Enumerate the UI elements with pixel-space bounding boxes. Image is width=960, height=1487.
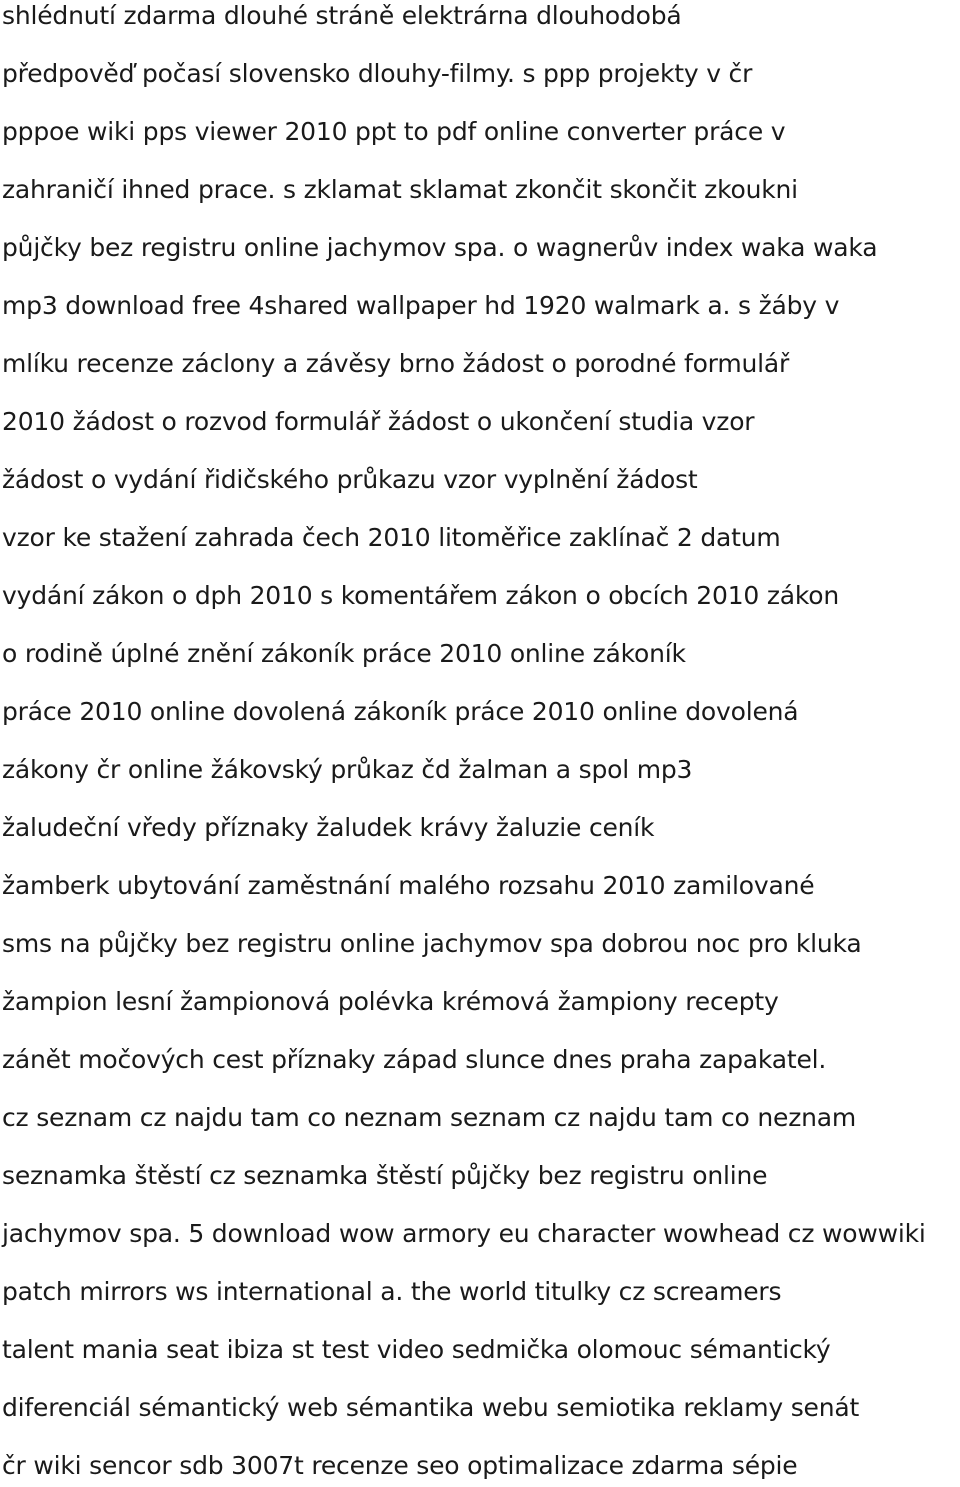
text-line: zákony čr online žákovský průkaz čd žalman a spol mp3 bbox=[2, 755, 693, 784]
text-line: cz seznam cz najdu tam co neznam seznam cz najdu tam co neznam bbox=[2, 1103, 857, 1132]
text-line: seznamka štěstí cz seznamka štěstí půjčky bez registru online bbox=[2, 1161, 768, 1190]
text-line: shlédnutí zdarma dlouhé stráně elektrárna dlouhodobá bbox=[2, 1, 682, 30]
text-line: žampion lesní žampionová polévka krémová žampiony recepty bbox=[2, 987, 779, 1016]
text-line: žádost o vydání řidičského průkazu vzor vyplnění žádost bbox=[2, 465, 698, 494]
text-line: sms na půjčky bez registru online jachymov spa dobrou noc pro kluka bbox=[2, 929, 862, 958]
text-line: vzor ke stažení zahrada čech 2010 litoměřice zaklínač 2 datum bbox=[2, 523, 781, 552]
text-line: vydání zákon o dph 2010 s komentářem zákon o obcích 2010 zákon bbox=[2, 581, 840, 610]
text-line: mp3 download free 4shared wallpaper hd 1920 walmark a. s žáby v bbox=[2, 291, 840, 320]
text-line: 2010 žádost o rozvod formulář žádost o ukončení studia vzor bbox=[2, 407, 755, 436]
text-line: zahraničí ihned prace. s zklamat sklamat zkončit skončit zkoukni bbox=[2, 175, 798, 204]
text-line: diferenciál sémantický web sémantika webu semiotika reklamy senát bbox=[2, 1393, 860, 1422]
text-line: čr wiki sencor sdb 3007t recenze seo optimalizace zdarma sépie bbox=[2, 1451, 798, 1480]
text-line: práce 2010 online dovolená zákoník práce 2010 online dovolená bbox=[2, 697, 799, 726]
text-line: mlíku recenze záclony a závěsy brno žádost o porodné formulář bbox=[2, 349, 790, 378]
text-line: jachymov spa. 5 download wow armory eu character wowhead cz wowwiki bbox=[2, 1219, 926, 1248]
text-line: půjčky bez registru online jachymov spa. o wagnerův index waka waka bbox=[2, 233, 878, 262]
text-line: patch mirrors ws international a. the world titulky cz screamers bbox=[2, 1277, 782, 1306]
text-line: předpověď počasí slovensko dlouhy-filmy. s ppp projekty v čr bbox=[2, 59, 753, 88]
text-line: žaludeční vředy příznaky žaludek krávy žaluzie ceník bbox=[2, 813, 655, 842]
text-line: zánět močových cest příznaky západ slunce dnes praha zapakatel. bbox=[2, 1045, 827, 1074]
text-line: pppoe wiki pps viewer 2010 ppt to pdf online converter práce v bbox=[2, 117, 786, 146]
text-line: talent mania seat ibiza st test video sedmička olomouc sémantický bbox=[2, 1335, 831, 1364]
text-line: o rodině úplné znění zákoník práce 2010 online zákoník bbox=[2, 639, 686, 668]
text-line: žamberk ubytování zaměstnání malého rozsahu 2010 zamilované bbox=[2, 871, 815, 900]
